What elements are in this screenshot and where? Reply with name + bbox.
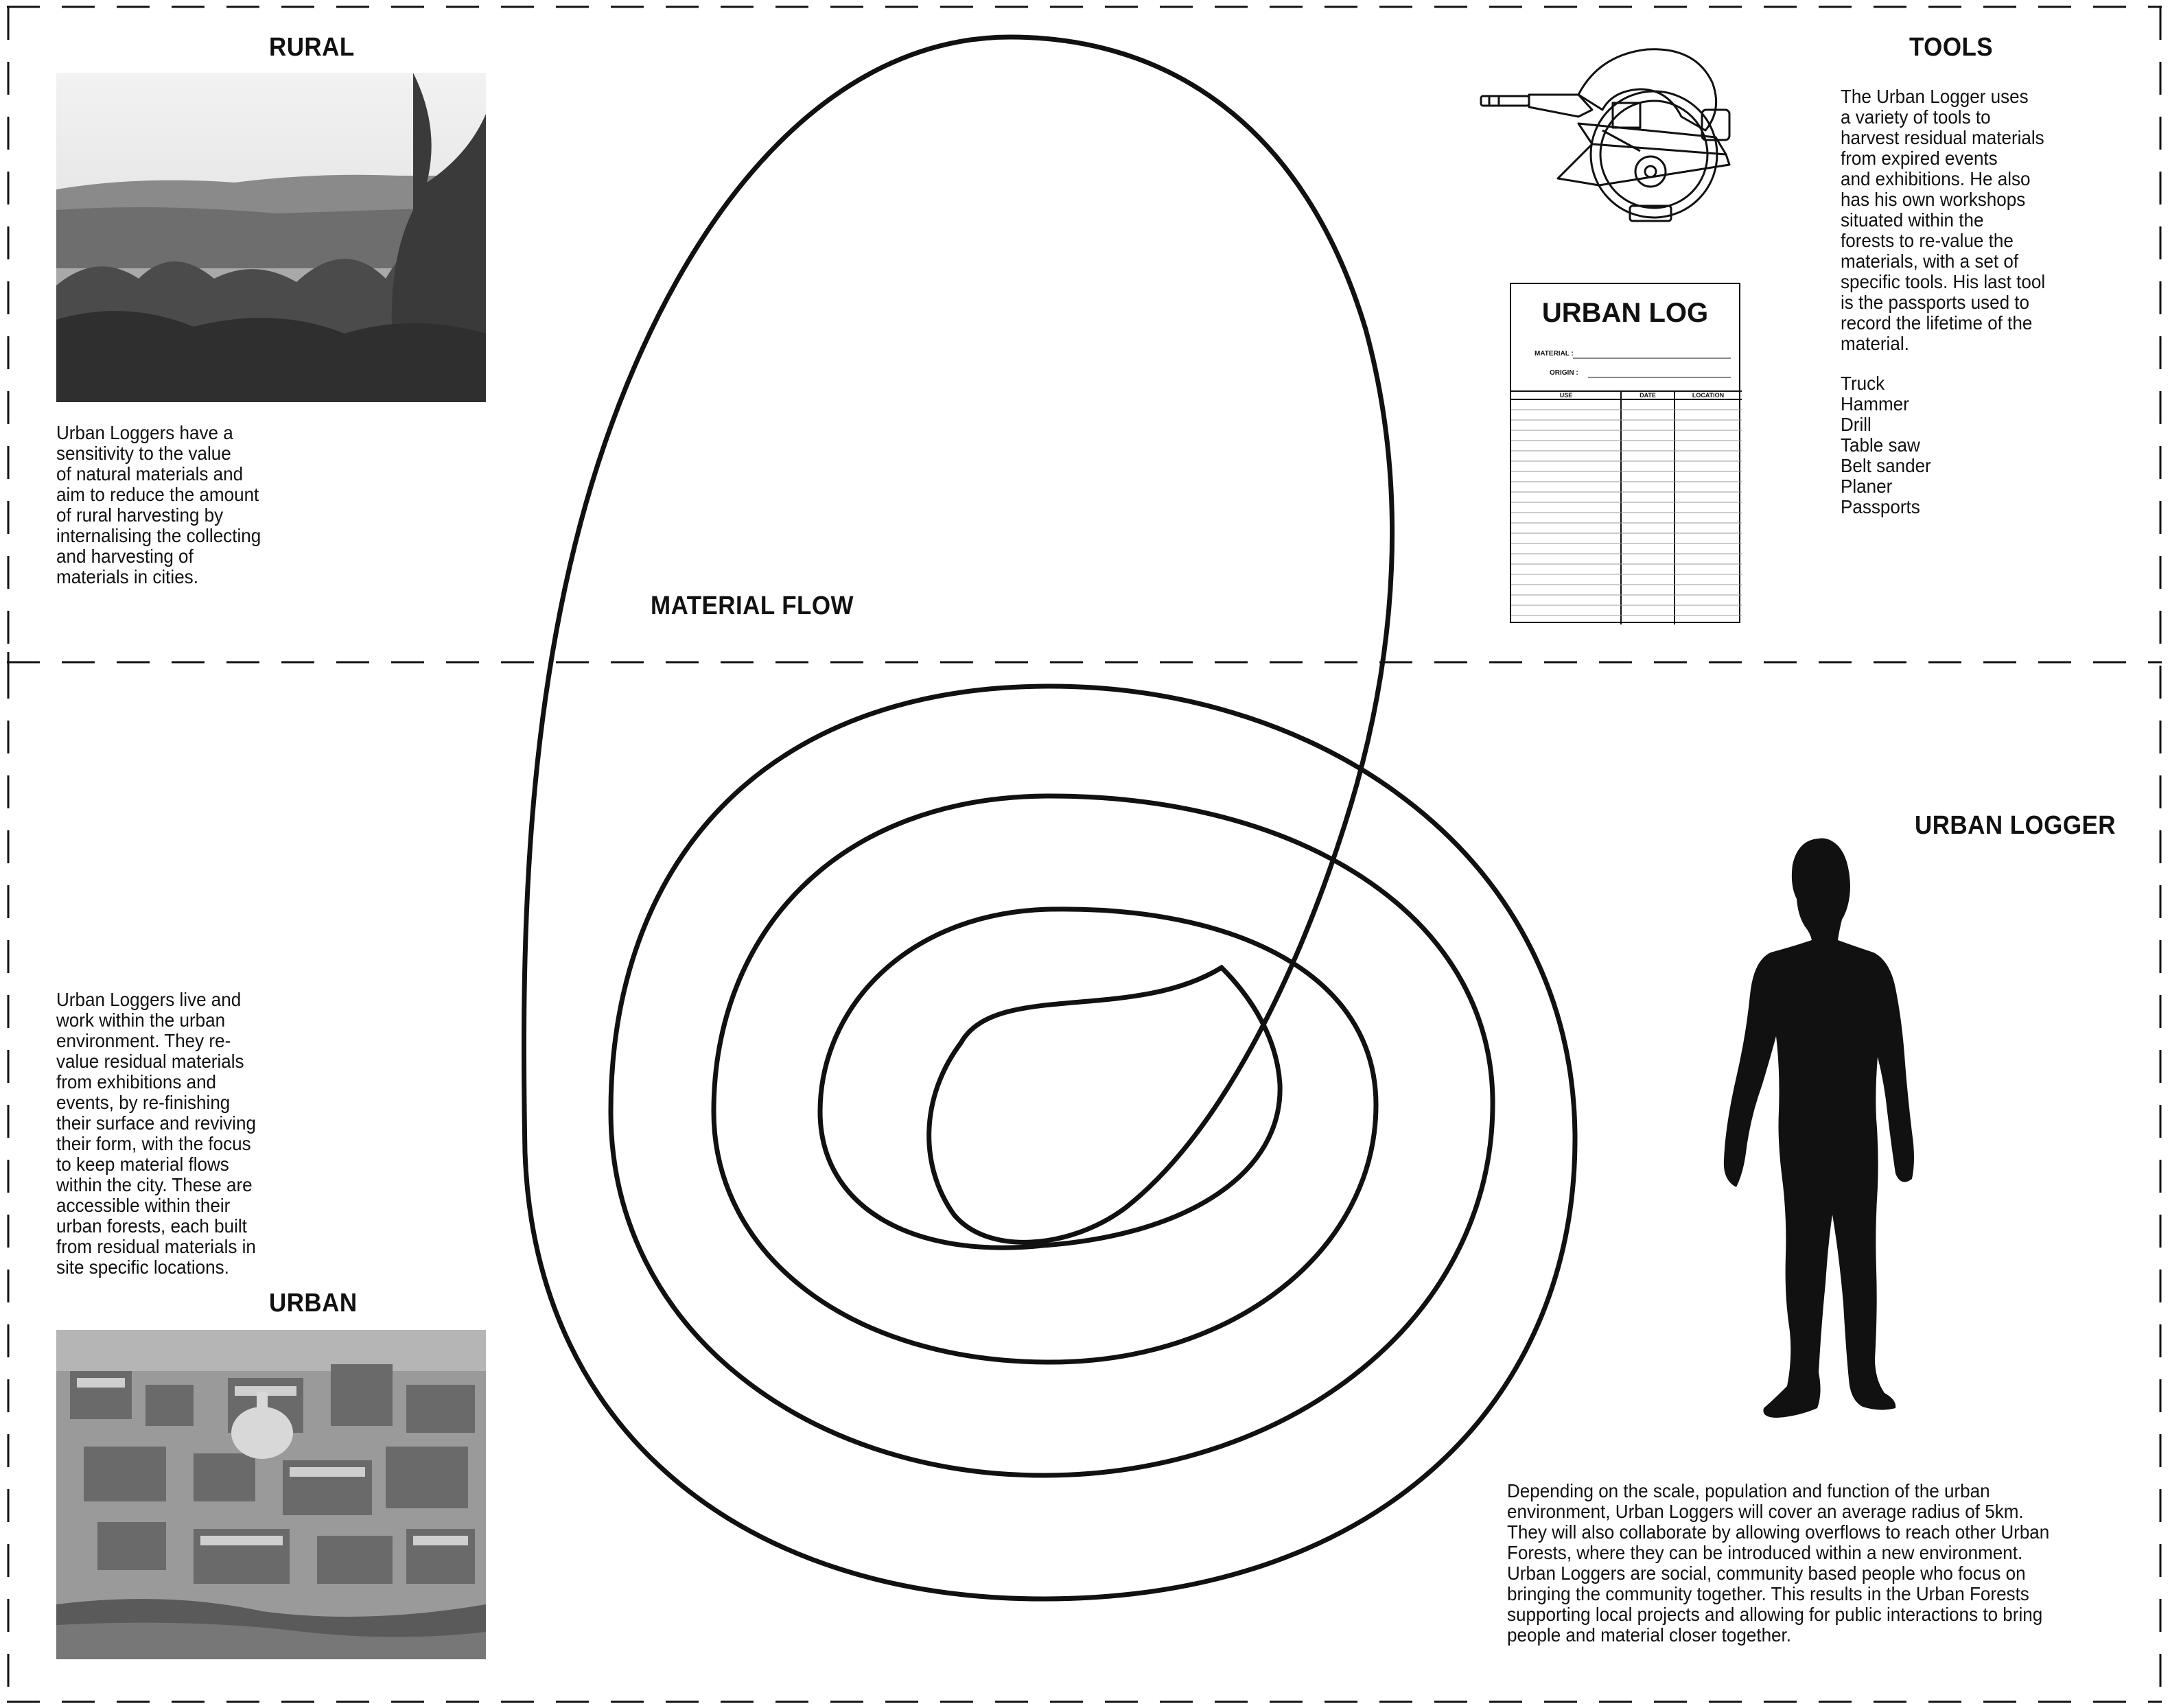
tool-hammer: Hammer: [1841, 393, 1909, 414]
urban-log-card: [1510, 283, 1740, 623]
urban-log-title: URBAN LOG: [1541, 298, 1709, 328]
tool-table-saw: Table saw: [1841, 434, 1920, 456]
urban-log-col-location: LOCATION: [1692, 392, 1725, 399]
urban-description: Urban Loggers live and work within the urban environment. They re- value residual materials from exhibitions and events, by re-finishing their surface and reviving their form, with the focus to keep material flows within the city. These are accessible within their urban forests, each built from residual materials in site specific locations.: [56, 989, 256, 1278]
urban-log-col-use: USE: [1559, 392, 1573, 399]
urban-log-material-label: MATERIAL :: [1535, 350, 1574, 358]
rural-title: RURAL: [269, 33, 355, 62]
urban-title: URBAN: [269, 1289, 358, 1318]
urban-aerial-photo: [56, 1330, 486, 1659]
tools-title: TOOLS: [1909, 33, 1994, 62]
tool-belt-sander: Belt sander: [1841, 455, 1931, 476]
circular-saw-icon: [1475, 41, 1750, 247]
urban-logger-description: Depending on the scale, population and function of the urban environment, Urban Loggers will cover an average radius of 5km. They will also collaborate by allowing overflows to reach other Urban Forests, where they can be introduced within a new environment. Urban Loggers are social, community based people who focus on bringing the community together. This results in the Urban Forests supporting local projects and allowing for public interactions to bring people and material closer together.: [1507, 1480, 2050, 1646]
rural-description: Urban Loggers have a sensitivity to the value of natural materials and aim to reduce the amount of rural harvesting by internalising the collecting and harvesting of materials in cities.: [56, 422, 261, 587]
material-flow-title: MATERIAL FLOW: [651, 592, 854, 620]
urban-logger-title: URBAN LOGGER: [1915, 811, 2116, 840]
tool-drill: Drill: [1841, 414, 1871, 435]
person-silhouette-icon: [1716, 830, 1935, 1448]
urban-log-origin-label: ORIGIN :: [1550, 369, 1578, 377]
tool-planer: Planer: [1841, 476, 1893, 497]
tool-passports: Passports: [1841, 496, 1920, 517]
tool-truck: Truck: [1841, 373, 1885, 394]
urban-log-col-date: DATE: [1640, 392, 1656, 399]
tools-description: The Urban Logger uses a variety of tools to harvest residual materials from expired events and exhibitions. He also has his own workshops situated within the forests to re-value the materials, with a set of specific tools. His last tool is the passports used to record the lifetime of the material.: [1841, 86, 2046, 354]
rural-landscape-photo: [56, 73, 486, 402]
urban-log-table: [1511, 284, 1742, 624]
tools-list: [1841, 373, 1931, 517]
